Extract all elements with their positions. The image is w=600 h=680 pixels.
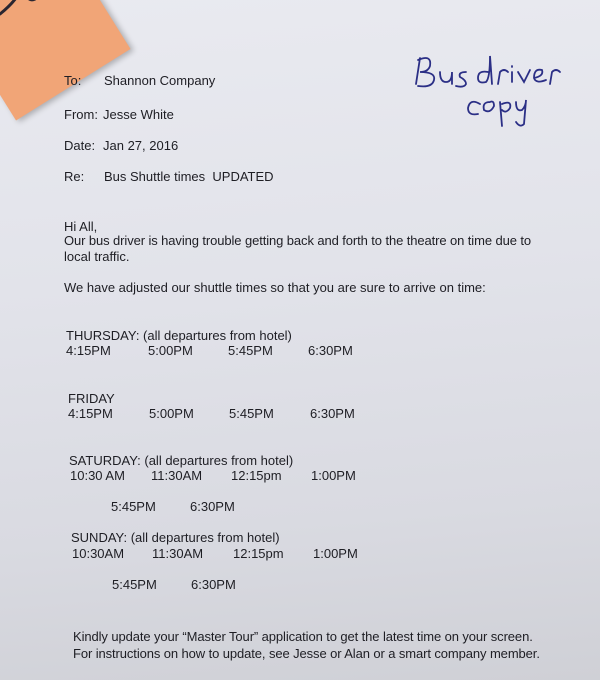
friday-time: 6:30PM (310, 406, 355, 421)
sunday-time: 10:30AM (72, 546, 125, 561)
body-line-3: We have adjusted our shuttle times so that you are sure to arrive on time: (64, 280, 486, 295)
thursday-time: 6:30PM (308, 343, 353, 358)
from-label: From: (64, 107, 98, 122)
sunday-time: 12:15pm (233, 546, 284, 561)
handwritten-note (406, 42, 566, 132)
to-value: Shannon Company (104, 73, 216, 88)
friday-heading: FRIDAY (68, 391, 115, 406)
saturday-time: 10:30 AM (70, 468, 125, 483)
re-value: Bus Shuttle times UPDATED (104, 169, 274, 184)
greeting: Hi All, (64, 219, 98, 234)
sunday-heading: SUNDAY: (all departures from hotel) (71, 530, 280, 545)
saturday-time: 12:15pm (231, 468, 282, 483)
friday-time: 5:00PM (149, 406, 194, 421)
thursday-time: 5:45PM (228, 343, 273, 358)
body-line-1: Our bus driver is having trouble getting back and forth to the theatre on time due to (64, 233, 532, 248)
friday-time: 4:15PM (68, 406, 113, 421)
sticky-note-scribble (0, 0, 56, 24)
date-label: Date: (64, 138, 96, 153)
thursday-time: 5:00PM (148, 343, 193, 358)
sunday-time: 1:00PM (313, 546, 358, 561)
body-line-2: local traffic. (64, 249, 130, 264)
thursday-heading: THURSDAY: (all departures from hotel) (66, 328, 292, 343)
footer-line-1: Kindly update your “Master Tour” application to get the latest time on your screen. (73, 629, 533, 644)
sunday-time: 6:30PM (191, 577, 236, 592)
saturday-heading: SATURDAY: (all departures from hotel) (69, 453, 294, 468)
thursday-time: 4:15PM (66, 343, 111, 358)
sunday-time: 5:45PM (112, 577, 157, 592)
saturday-time: 6:30PM (190, 499, 235, 514)
from-value: Jesse White (103, 107, 174, 122)
saturday-time: 1:00PM (311, 468, 356, 483)
footer-line-2: For instructions on how to update, see Jesse or Alan or a smart company member. (73, 646, 540, 661)
friday-time: 5:45PM (229, 406, 274, 421)
sunday-time: 11:30AM (152, 546, 204, 561)
saturday-time: 11:30AM (151, 468, 203, 483)
date-value: Jan 27, 2016 (103, 138, 179, 153)
to-label: To: (64, 73, 82, 88)
re-label: Re: (64, 169, 85, 184)
saturday-time: 5:45PM (111, 499, 156, 514)
